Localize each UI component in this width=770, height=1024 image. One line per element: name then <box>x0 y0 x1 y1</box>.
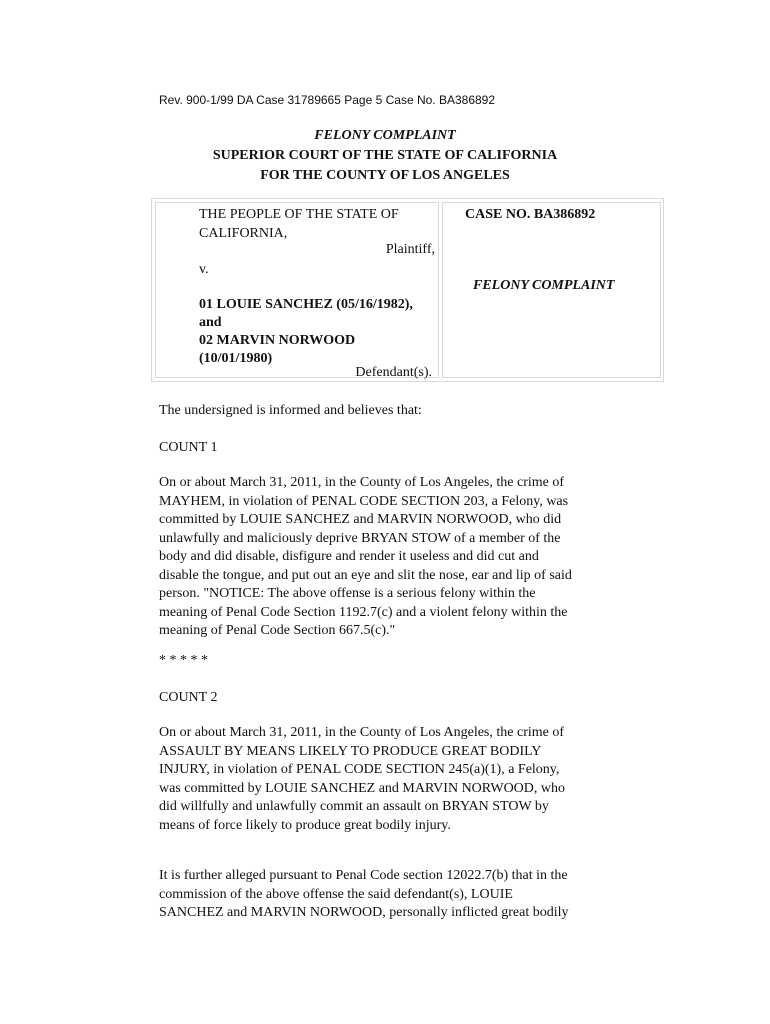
section-separator: * * * * * <box>159 653 208 668</box>
defendant-conjunction: and <box>199 315 222 330</box>
defendant-1-name: 01 LOUIE SANCHEZ (05/16/1982), <box>199 297 413 312</box>
count-1-paragraph <box>159 474 619 641</box>
people-line-2: CALIFORNIA, <box>199 225 288 241</box>
paragraph-line: ASSAULT BY MEANS LIKELY TO PRODUCE GREAT BODILY <box>159 743 542 759</box>
paragraph-line: was committed by LOUIE SANCHEZ and MARVIN NORWOOD, who <box>159 780 566 796</box>
case-number: CASE NO. BA386892 <box>465 207 596 222</box>
paragraph-line: INJURY, in violation of PENAL CODE SECTION 245(a)(1), a Felony, <box>159 762 560 777</box>
paragraph-line: On or about March 31, 2011, in the County of Los Angeles, the crime of <box>159 725 565 740</box>
paragraph-line: commission of the above offense the said defendant(s), LOUIE <box>159 886 513 902</box>
people-line-1: THE PEOPLE OF THE STATE OF <box>199 207 399 222</box>
court-name: SUPERIOR COURT OF THE STATE OF CALIFORNIA <box>212 148 558 163</box>
defendants-label: Defendant(s). <box>355 365 432 380</box>
revision-header: Rev. 900-1/99 DA Case 31789665 Page 5 Case No. BA386892 <box>159 93 496 107</box>
intro-statement: The undersigned is informed and believes that: <box>159 403 422 418</box>
paragraph-line: unlawfully and maliciously deprive BRYAN STOW of a member of the <box>159 530 561 546</box>
count-2-paragraph <box>159 724 619 835</box>
plaintiff-label: Plaintiff, <box>385 242 435 257</box>
defendant-2-name: 02 MARVIN NORWOOD <box>199 333 356 348</box>
count-1-heading: COUNT 1 <box>159 440 218 455</box>
paragraph-line: disable the tongue, and put out an eye and slit the nose, ear and lip of said <box>159 567 572 583</box>
paragraph-line: means of force likely to produce great bodily injury. <box>159 817 451 833</box>
document-title-block <box>0 126 770 186</box>
caption-parties-cell <box>155 202 439 378</box>
paragraph-line: did willfully and unlawfully commit an assault on BRYAN STOW by <box>159 799 549 814</box>
county-name: FOR THE COUNTY OF LOS ANGELES <box>260 168 510 183</box>
paragraph-line: person. "NOTICE: The above offense is a serious felony within the <box>159 586 536 601</box>
paragraph-line: MAYHEM, in violation of PENAL CODE SECTION 203, a Felony, was <box>159 493 569 509</box>
versus-label: v. <box>199 262 209 277</box>
paragraph-line: SANCHEZ and MARVIN NORWOOD, personally inflicted great bodily <box>159 905 569 920</box>
paragraph-line: meaning of Penal Code Section 1192.7(c) and a violent felony within the <box>159 604 568 620</box>
paragraph-line: committed by LOUIE SANCHEZ and MARVIN NORWOOD, who did <box>159 512 562 527</box>
paragraph-line: body and did disable, disfigure and render it useless and did cut and <box>159 549 539 564</box>
paragraph-line: On or about March 31, 2011, in the County of Los Angeles, the crime of <box>159 475 565 490</box>
defendant-2-dob: (10/01/1980) <box>199 351 273 366</box>
count-2-heading: COUNT 2 <box>159 690 218 705</box>
document-title: FELONY COMPLAINT <box>314 128 456 143</box>
paragraph-line: It is further alleged pursuant to Penal Code section 12022.7(b) that in the <box>159 868 568 883</box>
enhancement-paragraph <box>159 867 619 923</box>
document-type-label: FELONY COMPLAINT <box>473 278 615 293</box>
paragraph-line: meaning of Penal Code Section 667.5(c)." <box>159 623 396 638</box>
caption-case-cell <box>442 202 661 378</box>
case-caption-table <box>151 198 664 382</box>
